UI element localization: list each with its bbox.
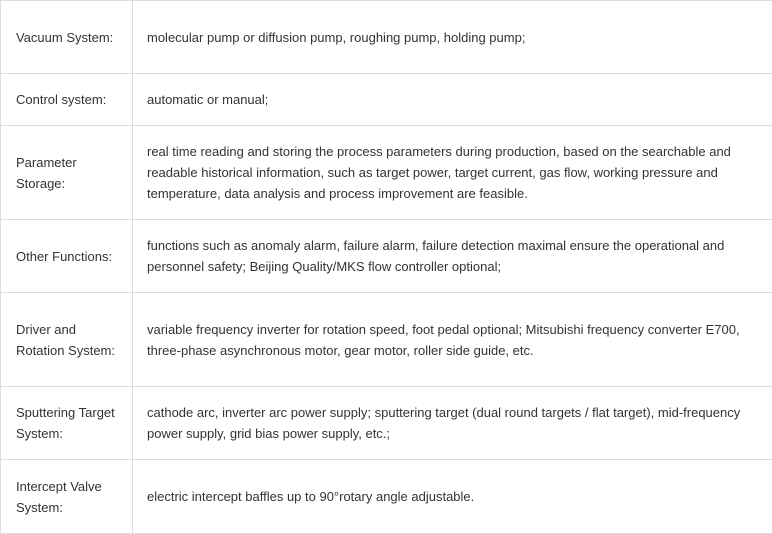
spec-label-other-functions: Other Functions: <box>1 220 133 293</box>
spec-label-parameter-storage: Parameter Storage: <box>1 126 133 220</box>
spec-label-sputtering-target-system: Sputtering Target System: <box>1 387 133 460</box>
spec-value-control-system: automatic or manual; <box>133 74 772 126</box>
table-row <box>1 126 772 220</box>
spec-value-driver-rotation-system: variable frequency inverter for rotation speed, foot pedal optional; Mitsubishi frequency converter E700, three-phase asynchronous motor, gear motor, roller side guide, etc. <box>133 293 772 387</box>
spec-label-control-system: Control system: <box>1 74 133 126</box>
table-row <box>1 74 772 126</box>
spec-label-intercept-valve-system: Intercept Valve System: <box>1 460 133 534</box>
table-row <box>1 1 772 74</box>
table-row <box>1 293 772 387</box>
spec-value-other-functions: functions such as anomaly alarm, failure alarm, failure detection maximal ensure the operational and personnel safety; Beijing Quality/MKS flow controller optional; <box>133 220 772 293</box>
spec-value-parameter-storage: real time reading and storing the process parameters during production, based on the searchable and readable historical information, such as target power, target current, gas flow, working pressure and temperature, data analysis and process improvement are feasible. <box>133 126 772 220</box>
table-row <box>1 387 772 460</box>
table-row <box>1 460 772 534</box>
spec-value-sputtering-target-system: cathode arc, inverter arc power supply; sputtering target (dual round targets / flat target), mid-frequency power supply, grid bias power supply, etc.; <box>133 387 772 460</box>
spec-label-driver-rotation-system: Driver and Rotation System: <box>1 293 133 387</box>
spec-label-vacuum-system: Vacuum System: <box>1 1 133 74</box>
table-row <box>1 220 772 293</box>
spec-value-vacuum-system: molecular pump or diffusion pump, roughing pump, holding pump; <box>133 1 772 74</box>
spec-value-intercept-valve-system: electric intercept baffles up to 90°rotary angle adjustable. <box>133 460 772 534</box>
